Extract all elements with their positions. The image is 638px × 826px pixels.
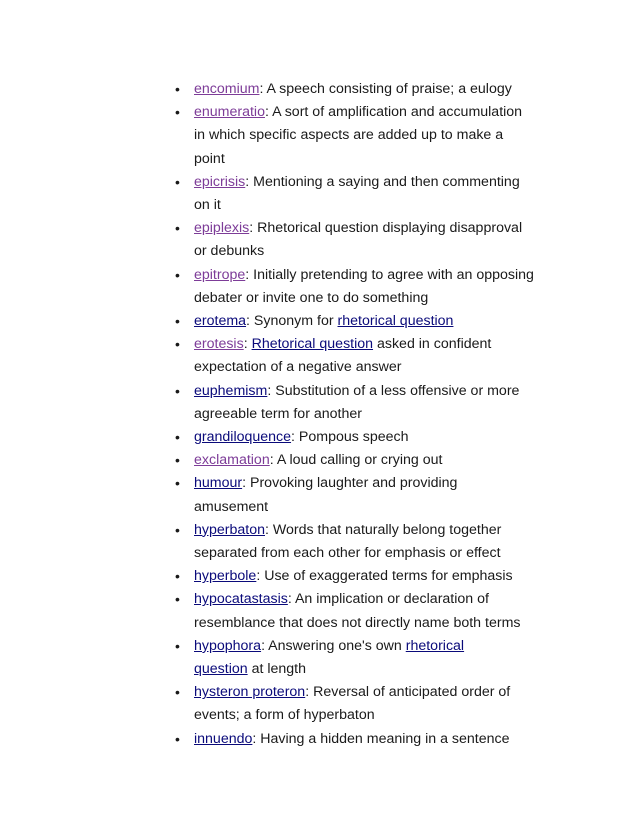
term-link-hypophora[interactable]: hypophora (194, 637, 262, 654)
term-definition-continued: or debunks (194, 243, 265, 260)
bullet-icon: • (175, 568, 180, 585)
term-link-grandiloquence[interactable]: grandiloquence (194, 429, 292, 446)
list-item (172, 681, 542, 727)
bullet-icon: • (175, 452, 180, 469)
bullet-icon: • (175, 336, 180, 353)
bullet-icon: • (175, 684, 180, 701)
term-definition: : Provoking laughter and providing (242, 475, 458, 492)
term-definition: : Initially pretending to agree with an opposing (245, 266, 534, 283)
term-link-hyperbaton[interactable]: hyperbaton (194, 521, 265, 538)
term-link-hysteron-proteron[interactable]: hysteron proteron (194, 684, 306, 701)
term-definition-continued: resemblance that does not directly name both terms (194, 614, 521, 631)
term-definition: : Answering one's own (261, 637, 406, 654)
bullet-icon: • (175, 475, 180, 492)
term-link-epiplexis[interactable]: epiplexis (194, 220, 250, 237)
term-definition-continued: in which specific aspects are added up to make a (194, 127, 504, 144)
term-link-exclamation[interactable]: exclamation (194, 452, 270, 469)
term-definition-continued: on it (194, 197, 221, 214)
list-item (172, 635, 542, 681)
term-link-euphemism[interactable]: euphemism (194, 382, 268, 399)
bullet-icon: • (175, 173, 180, 190)
bullet-icon: • (175, 637, 180, 654)
term-definition: : A sort of amplification and accumulation (264, 104, 523, 121)
term-link-enumeratio[interactable]: enumeratio (194, 104, 265, 121)
list-item (172, 728, 542, 751)
rhetorical-question-link-part1[interactable]: rhetorical (405, 637, 465, 654)
list-item (172, 333, 542, 379)
term-definition: : Rhetorical question displaying disapproval (249, 220, 523, 237)
term-definition-continued: amusement (194, 498, 269, 515)
rhetorical-question-link-part2[interactable]: question (194, 661, 248, 678)
term-separator: : (243, 336, 252, 353)
list-item (172, 426, 542, 449)
list-item (172, 519, 542, 565)
term-definition: : Substitution of a less offensive or more (267, 382, 520, 399)
term-link-humour[interactable]: humour (194, 475, 243, 492)
term-definition: : Use of exaggerated terms for emphasis (256, 568, 513, 585)
list-item (172, 449, 542, 472)
bullet-icon: • (175, 521, 180, 538)
term-definition: : A speech consisting of praise; a eulogy (259, 81, 512, 97)
bullet-icon: • (175, 382, 180, 399)
list-item (172, 264, 542, 310)
list-item (172, 588, 542, 634)
term-definition: : An implication or declaration of (287, 591, 489, 608)
term-link-hyperbole[interactable]: hyperbole (194, 568, 257, 585)
rhetorical-question-link[interactable]: rhetorical question (337, 313, 454, 330)
bullet-icon: • (175, 313, 180, 330)
term-link-hypocatastasis[interactable]: hypocatastasis (194, 591, 288, 608)
bullet-icon: • (175, 266, 180, 283)
term-definition-continued: separated from each other for emphasis or effect (194, 545, 501, 562)
list-item (172, 310, 542, 333)
list-item (172, 472, 542, 518)
term-definition: asked in confident (373, 336, 492, 353)
term-definition-continued: events; a form of hyperbaton (194, 707, 375, 724)
term-definition: : Pompous speech (291, 429, 409, 446)
term-definition-continued (194, 658, 542, 681)
term-link-erotema[interactable]: erotema (194, 313, 247, 330)
term-definition-continued: point (194, 150, 225, 167)
term-link-innuendo[interactable]: innuendo (194, 730, 253, 747)
term-definition-continued: agreeable term for another (194, 405, 362, 422)
term-definition-continued: expectation of a negative answer (194, 359, 402, 376)
list-item (172, 171, 542, 217)
list-item (172, 565, 542, 588)
term-link-epicrisis[interactable]: epicrisis (194, 173, 246, 190)
term-link-epitrope[interactable]: epitrope (194, 266, 246, 283)
list-item (172, 101, 542, 171)
list-item (172, 78, 542, 101)
bullet-icon: • (175, 104, 180, 121)
term-definition: : Having a hidden meaning in a sentence (252, 730, 510, 747)
term-definition: : Reversal of anticipated order of (305, 684, 511, 701)
term-definition: : A loud calling or crying out (269, 452, 443, 469)
list-item (172, 380, 542, 426)
bullet-icon: • (175, 81, 180, 97)
bullet-icon: • (175, 591, 180, 608)
term-link-encomium[interactable]: encomium (194, 81, 260, 97)
term-definition: : Mentioning a saying and then commenting (245, 173, 520, 190)
rhetorical-terms-list (172, 78, 542, 751)
rhetorical-question-link[interactable]: Rhetorical question (251, 336, 374, 353)
bullet-icon: • (175, 730, 180, 747)
term-link-erotesis[interactable]: erotesis (194, 336, 244, 353)
term-definition-continued: debater or invite one to do something (194, 289, 429, 306)
term-definition: : Synonym for (246, 313, 338, 330)
term-definition: : Words that naturally belong together (265, 521, 502, 538)
bullet-icon: • (175, 220, 180, 237)
bullet-icon: • (175, 429, 180, 446)
list-item (172, 217, 542, 263)
term-definition-tail: at length (247, 661, 307, 678)
